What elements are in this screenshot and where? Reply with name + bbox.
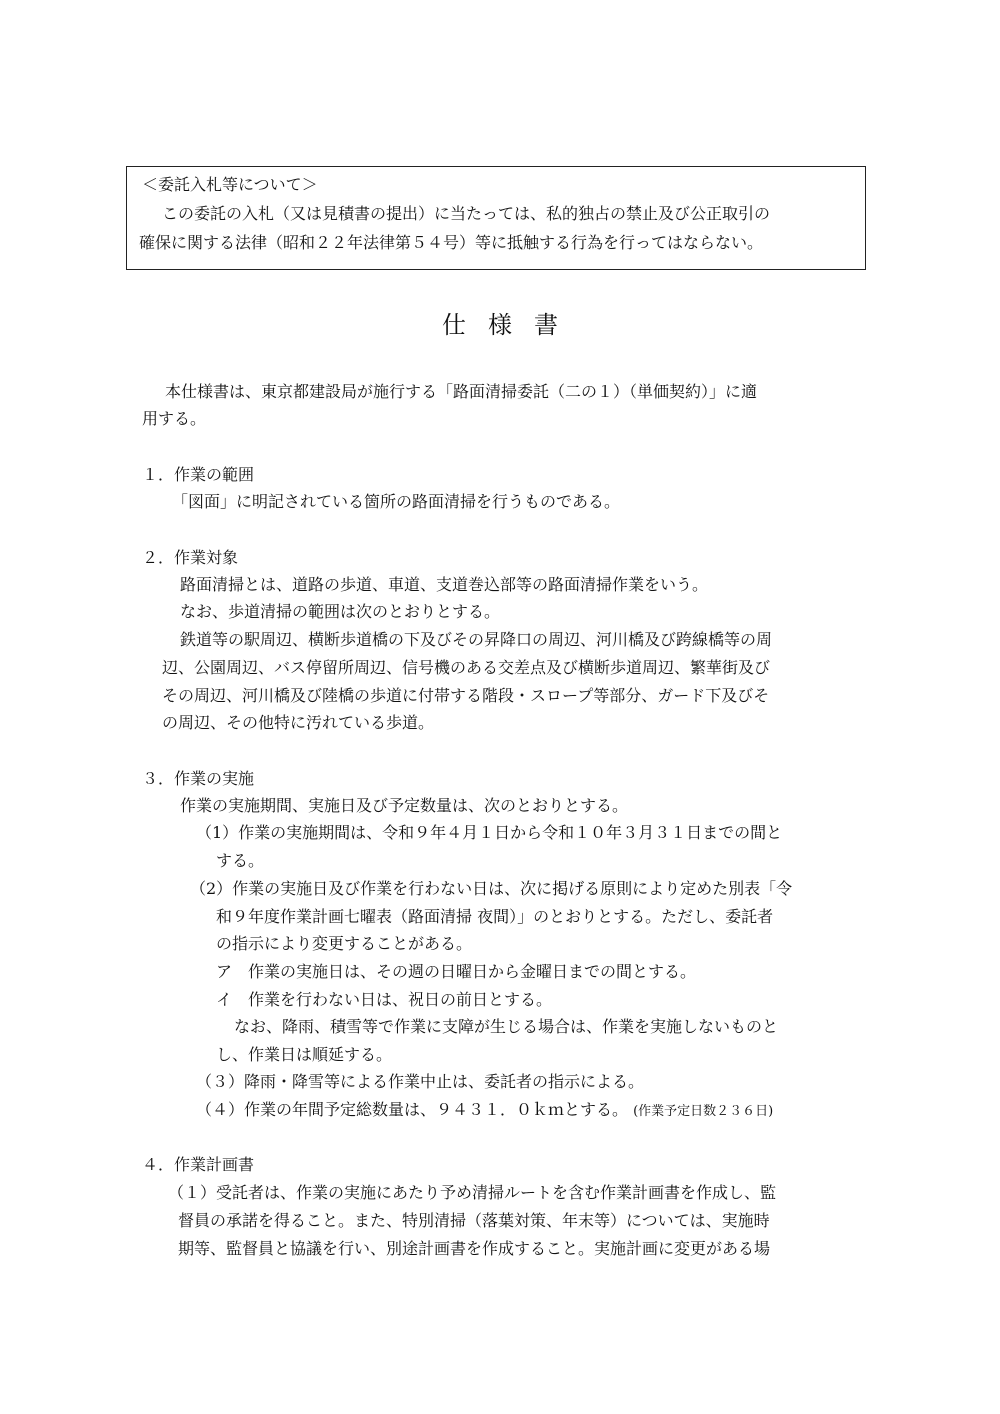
list-item-line: の指示により変更することがある。 [216, 934, 473, 953]
notice-text-line: 確保に関する法律（昭和２２年法律第５４号）等に抵触する行為を行ってはならない。 [139, 233, 764, 252]
section-text-line: 鉄道等の駅周辺、横断歩道橋の下及びその昇降口の周辺、河川橋及び跨線橋等の周 [180, 630, 773, 649]
section-heading: ３．作業の実施 [142, 769, 255, 788]
notice-text-line: この委託の入札（又は見積書の提出）に当たっては、私的独占の禁止及び公正取引の [162, 204, 771, 223]
section-text-line: 辺、公園周辺、バス停留所周辺、信号機のある交差点及び横断歩道周辺、繁華街及び [162, 658, 771, 677]
sub-item-line: イ 作業を行わない日は、祝日の前日とする。 [216, 990, 553, 1009]
intro-text-line: 本仕様書は、東京都建設局が施行する「路面清掃委託（二の１）（単価契約）」に適 [165, 382, 758, 401]
list-item-line: （１）受託者は、作業の実施にあたり予め清掃ルートを含む作業計画書を作成し、監 [168, 1183, 777, 1202]
section-text-line: なお、歩道清掃の範囲は次のとおりとする。 [180, 602, 501, 621]
section-heading: １．作業の範囲 [142, 465, 255, 484]
list-item-line [196, 1100, 773, 1122]
notice-heading: ＜委託入札等について＞ [142, 175, 318, 194]
section-heading: ２．作業対象 [142, 548, 239, 567]
section-text-line: 作業の実施期間、実施日及び予定数量は、次のとおりとする。 [180, 796, 629, 815]
annual-quantity-text: （４）作業の年間予定総数量は、９４３１．０ｋｍとする。 [196, 1100, 629, 1119]
list-item-line: 督員の承諾を得ること。また、特別清掃（落葉対策、年末等）については、実施時 [178, 1211, 770, 1230]
section-heading: ４．作業計画書 [142, 1155, 255, 1174]
list-item-line: （2）作業の実施日及び作業を行わない日は、次に掲げる原則により定めた別表「令 [190, 879, 793, 898]
note-line: し、作業日は順延する。 [216, 1045, 393, 1064]
list-item-line: （1）作業の実施期間は、令和９年４月１日から令和１０年３月３１日までの間と [196, 823, 783, 842]
section-text-line: 「図面」に明記されている箇所の路面清掃を行うものである。 [172, 492, 621, 511]
section-text-line: 路面清掃とは、道路の歩道、車道、支道巻込部等の路面清掃作業をいう。 [180, 575, 709, 594]
section-text-line: の周辺、その他特に汚れている歩道。 [162, 713, 435, 732]
intro-text-line: 用する。 [142, 409, 207, 428]
list-item-line: （３）降雨・降雪等による作業中止は、委託者の指示による。 [196, 1072, 645, 1091]
section-text-line: その周辺、河川橋及び陸橋の歩道に付帯する階段・スロープ等部分、ガード下及びそ [162, 686, 770, 705]
note-line: なお、降雨、積雪等で作業に支障が生じる場合は、作業を実施しないものと [234, 1017, 779, 1036]
document-title: 仕様書 [442, 311, 580, 339]
sub-item-line: ア 作業の実施日は、その週の日曜日から金曜日までの間とする。 [216, 962, 697, 981]
list-item-line: 和９年度作業計画七曜表（路面清掃 夜間）」のとおりとする。ただし、委託者 [216, 907, 774, 926]
list-item-line: 期等、監督員と協議を行い、別途計画書を作成すること。実施計画に変更がある場 [178, 1239, 771, 1258]
list-item-line: する。 [216, 851, 265, 870]
planned-days-note: (作業予定日数２３６日) [633, 1104, 774, 1119]
